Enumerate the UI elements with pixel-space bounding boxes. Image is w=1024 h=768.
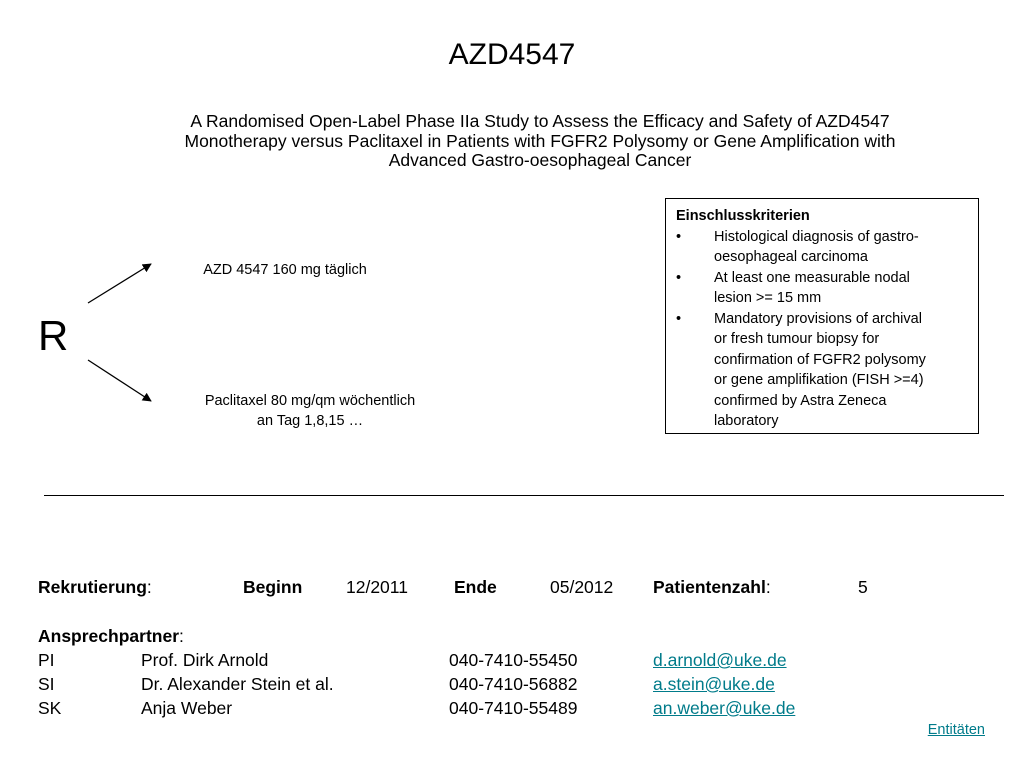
criteria-item xyxy=(676,227,970,268)
contact-email-link[interactable]: an.weber@uke.de xyxy=(653,698,796,718)
contact-role: SK xyxy=(38,698,62,718)
criteria-line: At least one measurable nodal xyxy=(714,269,910,286)
patients-label: Patientenzahl: xyxy=(653,577,771,597)
contact-phone: 040-7410-55489 xyxy=(449,698,578,718)
criteria-line: Histological diagnosis of gastro- xyxy=(714,228,919,245)
contacts-heading: Ansprechpartner: xyxy=(38,626,184,646)
contact-email-link[interactable]: a.stein@uke.de xyxy=(653,674,775,694)
contact-name: Dr. Alexander Stein et al. xyxy=(141,674,334,694)
arrow-up xyxy=(88,264,151,303)
page-title: AZD4547 xyxy=(448,38,576,71)
contact-role: SI xyxy=(38,674,55,694)
inclusion-criteria-box xyxy=(665,198,979,434)
subtitle-line: Advanced Gastro-oesophageal Cancer xyxy=(388,150,692,170)
criteria-line: oesophageal carcinoma xyxy=(714,249,868,265)
divider xyxy=(44,495,1004,496)
criteria-line: Mandatory provisions of archival xyxy=(714,310,922,327)
subtitle-line: Monotherapy versus Paclitaxel in Patients with FGFR2 Polysomy or Gene Amplification with xyxy=(184,130,896,151)
criteria-line: confirmation of FGFR2 polysomy xyxy=(714,351,926,368)
criteria-item xyxy=(676,309,970,432)
arrow-down xyxy=(88,360,151,401)
end-value: 05/2012 xyxy=(550,577,614,597)
patients-value: 5 xyxy=(858,577,868,597)
criteria-line: or gene amplifikation (FISH >=4) xyxy=(714,372,924,388)
arm-paclitaxel xyxy=(170,391,450,431)
randomization-label: R xyxy=(38,312,69,359)
arm-paclitaxel-line: Paclitaxel 80 mg/qm wöchentlich xyxy=(204,393,416,409)
start-label: Beginn xyxy=(243,577,303,597)
entities-link[interactable]: Entitäten xyxy=(927,722,985,738)
criteria-item xyxy=(676,268,970,309)
end-label: Ende xyxy=(454,577,497,597)
criteria-line: lesion >= 15 mm xyxy=(714,290,822,306)
recruitment-label: Rekrutierung: xyxy=(38,577,152,597)
criteria-list xyxy=(676,227,970,432)
criteria-line: laboratory xyxy=(714,413,779,429)
bullet-icon: • xyxy=(676,269,682,286)
arm-paclitaxel-line: an Tag 1,8,15 … xyxy=(256,413,364,429)
contact-phone: 040-7410-55450 xyxy=(449,650,578,670)
criteria-heading: Einschlusskriterien xyxy=(676,208,810,224)
criteria-line: confirmed by Astra Zeneca xyxy=(714,392,887,409)
contact-name: Anja Weber xyxy=(141,698,233,718)
contact-phone: 040-7410-56882 xyxy=(449,674,578,694)
contact-email-link[interactable]: d.arnold@uke.de xyxy=(653,650,787,670)
bullet-icon: • xyxy=(676,310,682,327)
bullet-icon: • xyxy=(676,228,682,245)
arm-azd4547: AZD 4547 160 mg täglich xyxy=(203,262,367,278)
contact-role: PI xyxy=(38,650,55,670)
criteria-line: or fresh tumour biopsy for xyxy=(714,331,880,347)
subtitle-line: A Randomised Open-Label Phase IIa Study to Assess the Efficacy and Safety of AZD4547 xyxy=(190,111,890,131)
start-value: 12/2011 xyxy=(346,577,408,597)
contact-name: Prof. Dirk Arnold xyxy=(141,650,269,670)
